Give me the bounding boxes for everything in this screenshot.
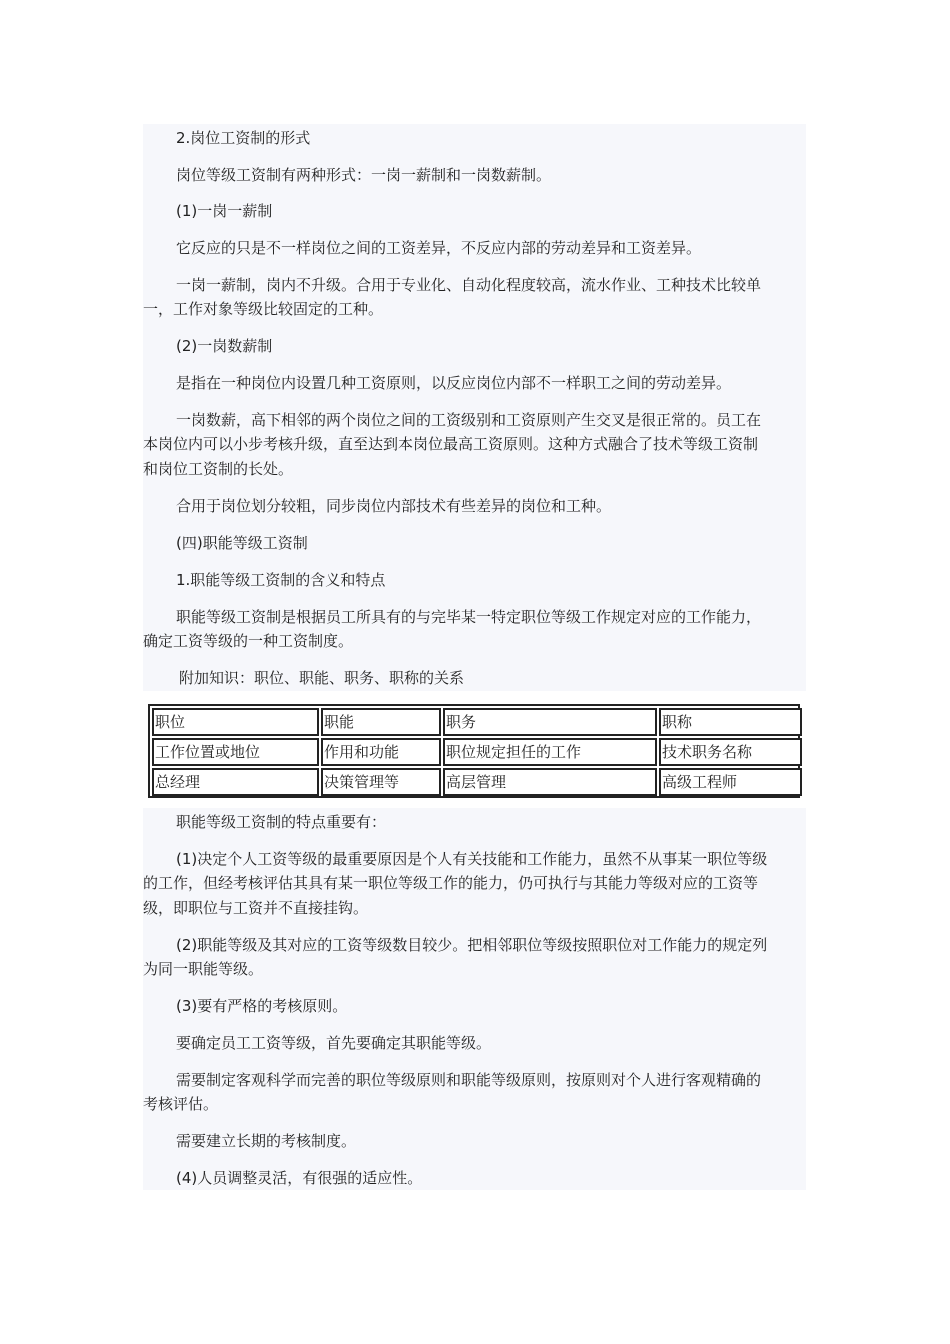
paragraph: 它反应的只是不一样岗位之间的工资差异，不反应内部的劳动差异和工资差异。 [176, 239, 702, 257]
paragraph-line: 考核评估。 [143, 1095, 219, 1113]
paragraph-line: 确定工资等级的一种工资制度。 [143, 632, 354, 650]
sub-heading: (2)一岗数薪制 [176, 337, 273, 355]
paragraph-line: 本岗位内可以小步考核升级，直至达到本岗位最高工资原则。这种方式融合了技术等级工资制 [143, 435, 759, 453]
paragraph: 要确定员工工资等级，首先要确定其职能等级。 [176, 1034, 492, 1052]
paragraph-line: 职能等级工资制是根据员工所具有的与完毕某一特定职位等级工作规定对应的工作能力， [176, 608, 762, 626]
paragraph: 需要建立长期的考核制度。 [176, 1132, 357, 1150]
table-cell: 技术职务名称 [659, 738, 802, 766]
paragraph-line: 一岗数薪，高下相邻的两个岗位之间的工资级别和工资原则产生交叉是很正常的。员工在 [176, 411, 762, 429]
relation-table [148, 704, 800, 798]
document-section-2 [143, 808, 806, 1190]
table-cell: 职能 [321, 708, 441, 736]
paragraph-line: (1)决定个人工资等级的最重要原因是个人有关技能和工作能力，虽然不从事某一职位等级 [176, 850, 768, 868]
paragraph-line: 的工作，但经考核评估其具有某一职位等级工作的能力，仍可执行与其能力等级对应的工资等 [143, 874, 759, 892]
section-heading: 1.职能等级工资制的含义和特点 [176, 571, 386, 589]
paragraph-line: 和岗位工资制的长处。 [143, 460, 294, 478]
table-cell: 决策管理等 [321, 768, 441, 796]
paragraph-line: 需要制定客观科学而完善的职位等级原则和职能等级原则，按原则对个人进行客观精确的 [176, 1071, 762, 1089]
table-cell: 高层管理 [443, 768, 657, 796]
section-heading: 2.岗位工资制的形式 [176, 129, 311, 147]
table-cell: 作用和功能 [321, 738, 441, 766]
note-line: 附加知识：职位、职能、职务、职称的关系 [179, 669, 465, 687]
table-cell: 总经理 [152, 768, 319, 796]
paragraph: (3)要有严格的考核原则。 [176, 997, 348, 1015]
table-cell: 职位规定担任的工作 [443, 738, 657, 766]
paragraph: (4)人员调整灵活，有很强的适应性。 [176, 1169, 423, 1187]
table-row [152, 738, 802, 766]
table-row [152, 708, 802, 736]
paragraph-line: 级，即职位与工资并不直接挂钩。 [143, 899, 369, 917]
document-section-1 [143, 124, 806, 691]
table-cell: 职务 [443, 708, 657, 736]
paragraph-line: 一，工作对象等级比较固定的工种。 [143, 300, 384, 318]
table-cell: 职称 [659, 708, 802, 736]
paragraph: 合用于岗位划分较粗，同步岗位内部技术有些差异的岗位和工种。 [176, 497, 612, 515]
paragraph-line: (2)职能等级及其对应的工资等级数目较少。把相邻职位等级按照职位对工作能力的规定列 [176, 936, 768, 954]
table-row [152, 768, 802, 796]
paragraph: 职能等级工资制的特点重要有： [176, 813, 387, 831]
paragraph: 岗位等级工资制有两种形式：一岗一薪制和一岗数薪制。 [176, 166, 552, 184]
sub-heading: (1)一岗一薪制 [176, 202, 273, 220]
table-cell: 工作位置或地位 [152, 738, 319, 766]
table-cell: 职位 [152, 708, 319, 736]
section-heading: (四)职能等级工资制 [176, 534, 308, 552]
paragraph-line: 为同一职能等级。 [143, 960, 264, 978]
table-cell: 高级工程师 [659, 768, 802, 796]
paragraph-line: 一岗一薪制，岗内不升级。合用于专业化、自动化程度较高，流水作业、工种技术比较单 [176, 276, 762, 294]
paragraph: 是指在一种岗位内设置几种工资原则，以反应岗位内部不一样职工之间的劳动差异。 [176, 374, 732, 392]
